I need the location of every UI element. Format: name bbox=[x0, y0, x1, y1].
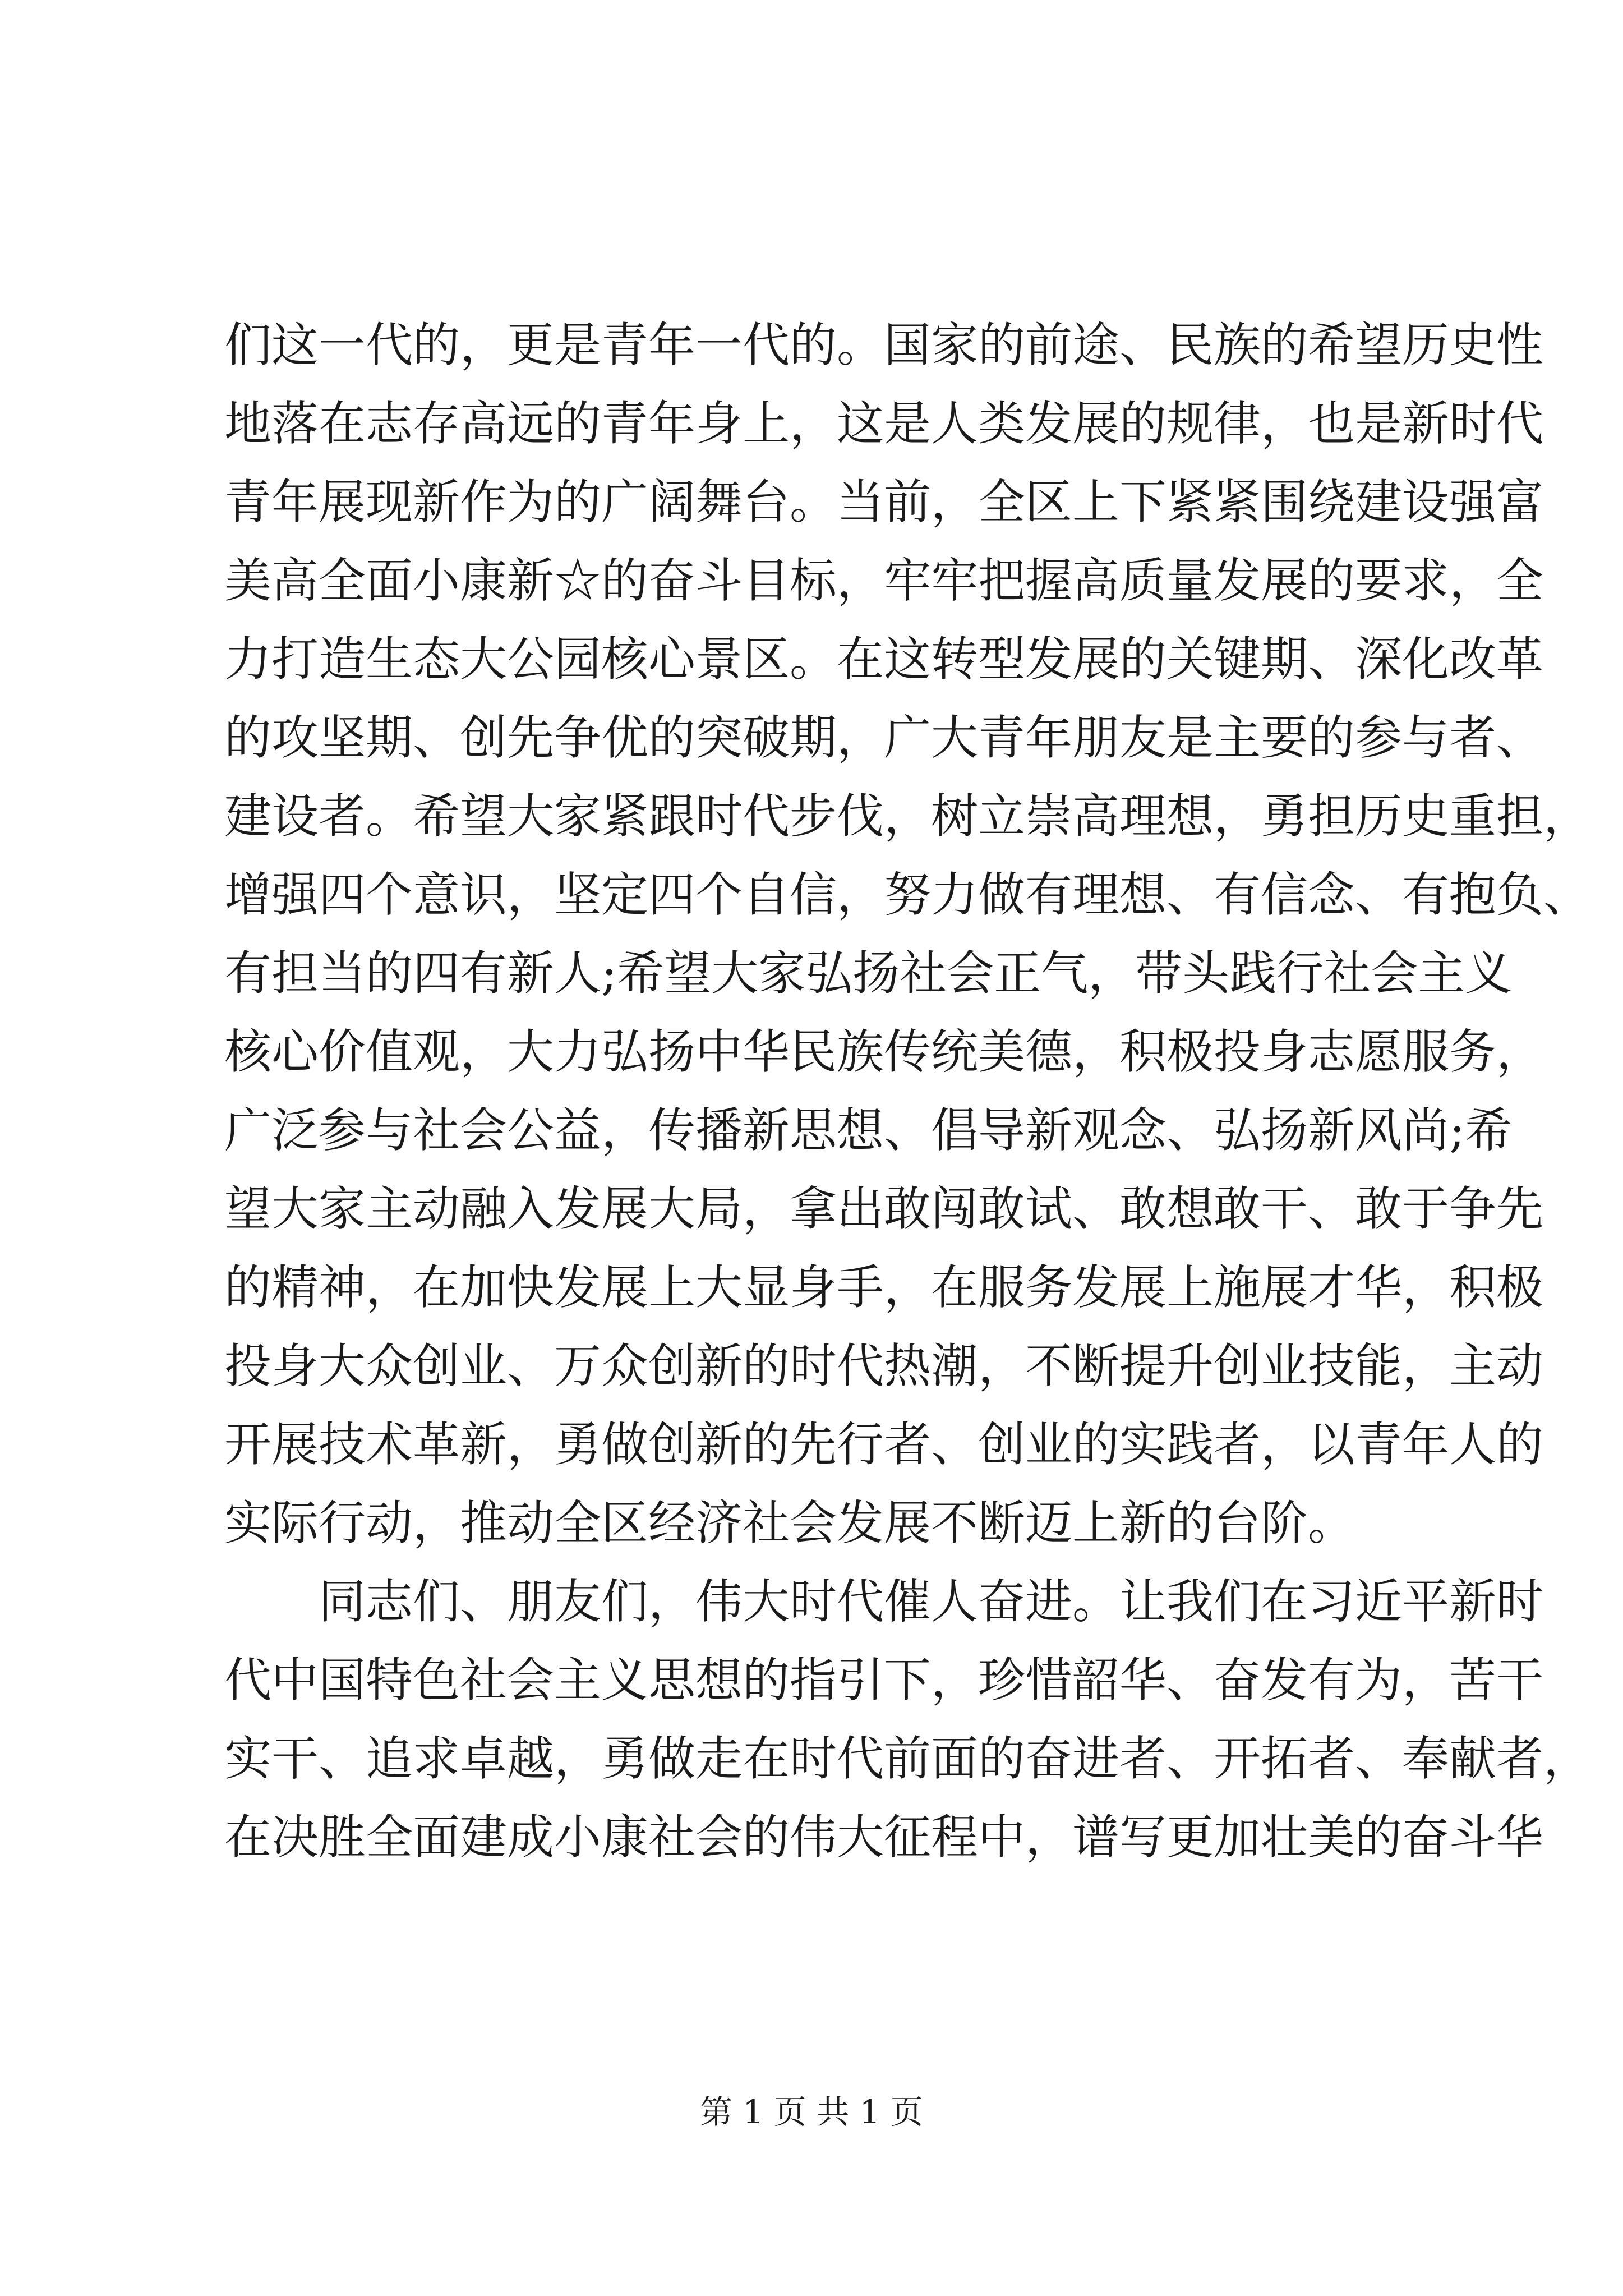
text-line: 美高全面小康新☆的奋斗目标，牢牢把握高质量发展的要求，全 bbox=[224, 553, 1544, 608]
text-line: 实际行动，推动全区经济社会发展不断迈上新的台阶。 bbox=[224, 1496, 1355, 1550]
text-line: 在决胜全面建成小康社会的伟大征程中，谱写更加壮美的奋斗华 bbox=[224, 1810, 1544, 1865]
page-number-footer: 第 1 页 共 1 页 bbox=[700, 2093, 923, 2131]
text-line: 建设者。希望大家紧跟时代步伐，树立崇高理想，勇担历史重担， bbox=[224, 789, 1591, 844]
text-line: 实干、追求卓越，勇做走在时代前面的奋进者、开拓者、奉献者， bbox=[224, 1731, 1591, 1786]
text-line: 广泛参与社会公益，传播新思想、倡导新观念、弘扬新风尚;希 bbox=[224, 1103, 1513, 1158]
text-line: 们这一代的，更是青年一代的。国家的前途、民族的希望历史性 bbox=[224, 318, 1544, 372]
text-line: 代中国特色社会主义思想的指引下，珍惜韶华、奋发有为，苦干 bbox=[224, 1653, 1544, 1708]
text-line: 投身大众创业、万众创新的时代热潮，不断提升创业技能，主动 bbox=[224, 1338, 1544, 1393]
text-line: 的精神，在加快发展上大显身手，在服务发展上施展才华，积极 bbox=[224, 1260, 1544, 1315]
text-line: 开展技术革新，勇做创新的先行者、创业的实践者，以青年人的 bbox=[224, 1417, 1544, 1472]
text-line: 增强四个意识，坚定四个自信，努力做有理想、有信念、有抱负、 bbox=[224, 867, 1591, 922]
text-line: 同志们、朋友们，伟大时代催人奋进。让我们在习近平新时 bbox=[319, 1574, 1544, 1629]
text-line: 青年展现新作为的广阔舞台。当前，全区上下紧紧围绕建设强富 bbox=[224, 475, 1544, 530]
text-line: 地落在志存高远的青年身上，这是人类发展的规律，也是新时代 bbox=[224, 396, 1544, 451]
text-line: 望大家主动融入发展大局，拿出敢闯敢试、敢想敢干、敢于争先 bbox=[224, 1181, 1544, 1236]
text-line: 力打造生态大公园核心景区。在这转型发展的关键期、深化改革 bbox=[224, 632, 1544, 687]
text-line: 有担当的四有新人;希望大家弘扬社会正气，带头践行社会主义 bbox=[224, 946, 1513, 1001]
text-line: 核心价值观，大力弘扬中华民族传统美德，积极投身志愿服务， bbox=[224, 1024, 1544, 1079]
text-line: 的攻坚期、创先争优的突破期，广大青年朋友是主要的参与者、 bbox=[224, 710, 1544, 765]
